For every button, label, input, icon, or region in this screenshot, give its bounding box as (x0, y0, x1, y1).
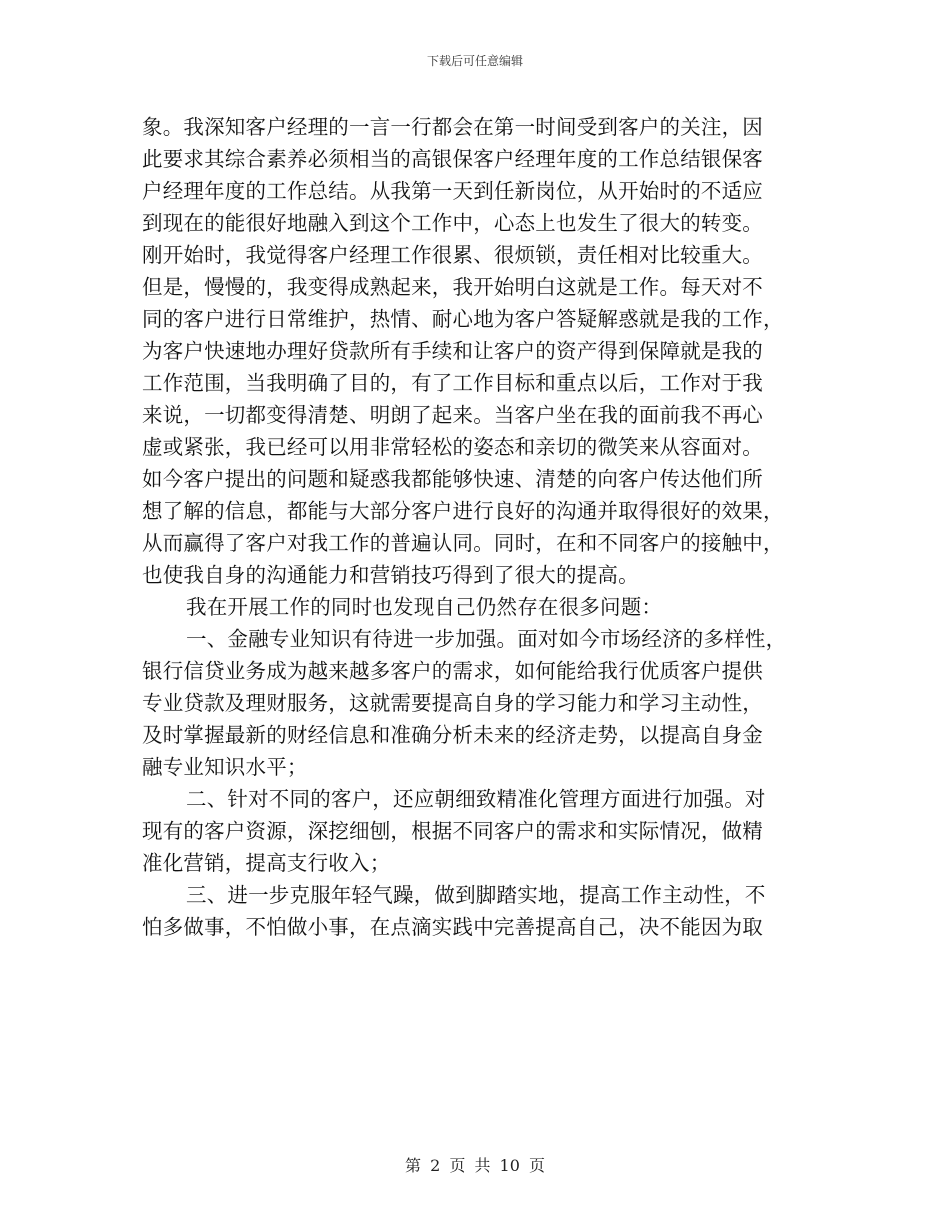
body-line: 如今客户提出的问题和疑惑我都能够快速、清楚的向客户传达他们所 (142, 467, 763, 491)
body-line: 象。我深知客户经理的一言一行都会在第一时间受到客户的关注，因 (142, 115, 763, 139)
body-line: 专业贷款及理财服务，这就需要提高自身的学习能力和学习主动性， (142, 691, 763, 715)
paragraph-start-line: 三、进一步克服年轻气躁，做到脚踏实地，提高工作主动性，不 (186, 883, 766, 907)
body-line: 融专业知识水平； (142, 755, 308, 779)
body-line: 银行信贷业务成为越来越多客户的需求，如何能给我行优质客户提供 (142, 659, 763, 683)
body-line: 刚开始时，我觉得客户经理工作很累、很烦锁，责任相对比较重大。 (142, 243, 763, 267)
body-line: 也使我自身的沟通能力和营销技巧得到了很大的提高。 (142, 563, 639, 587)
page-number-footer: 第 2 页 共 10 页 (405, 1156, 545, 1175)
body-line: 到现在的能很好地融入到这个工作中，心态上也发生了很大的转变。 (142, 211, 763, 235)
paragraph-start-line: 我在开展工作的同时也发现自己仍然存在很多问题： (186, 595, 663, 619)
body-line: 此要求其综合素养必须相当的高银保客户经理年度的工作总结银保客 (142, 147, 763, 171)
page-header: 下载后可任意编辑 (426, 54, 523, 68)
body-line: 来说，一切都变得清楚、明朗了起来。当客户坐在我的面前我不再心 (142, 403, 763, 427)
body-line: 想了解的信息，都能与大部分客户进行良好的沟通并取得很好的效果， (142, 499, 784, 523)
body-line: 现有的客户资源，深挖细刨，根据不同客户的需求和实际情况，做精 (142, 819, 763, 843)
body-line: 但是，慢慢的，我变得成熟起来，我开始明白这就是工作。每天对不 (142, 275, 763, 299)
document-body (142, 111, 812, 943)
body-line: 及时掌握最新的财经信息和准确分析未来的经济走势，以提高自身金 (142, 723, 763, 747)
body-line: 同的客户进行日常维护，热情、耐心地为客户答疑解惑就是我的工作， (142, 307, 784, 331)
body-line: 户经理年度的工作总结。从我第一天到任新岗位，从开始时的不适应 (142, 179, 763, 203)
paragraph-start-line: 二、针对不同的客户，还应朝细致精准化管理方面进行加强。对 (186, 787, 766, 811)
body-line: 为客户快速地办理好贷款所有手续和让客户的资产得到保障就是我的 (142, 339, 763, 363)
body-line: 工作范围，当我明确了目的，有了工作目标和重点以后，工作对于我 (142, 371, 763, 395)
paragraph-start-line: 一、金融专业知识有待进一步加强。面对如今市场经济的多样性， (186, 627, 787, 651)
body-line: 从而赢得了客户对我工作的普遍认同。同时，在和不同客户的接触中， (142, 531, 784, 555)
body-line: 怕多做事，不怕做小事，在点滴实践中完善提高自己，决不能因为取 (142, 915, 763, 939)
body-line: 准化营销，提高支行收入； (142, 851, 391, 875)
body-line: 虚或紧张，我已经可以用非常轻松的姿态和亲切的微笑来从容面对。 (142, 435, 763, 459)
